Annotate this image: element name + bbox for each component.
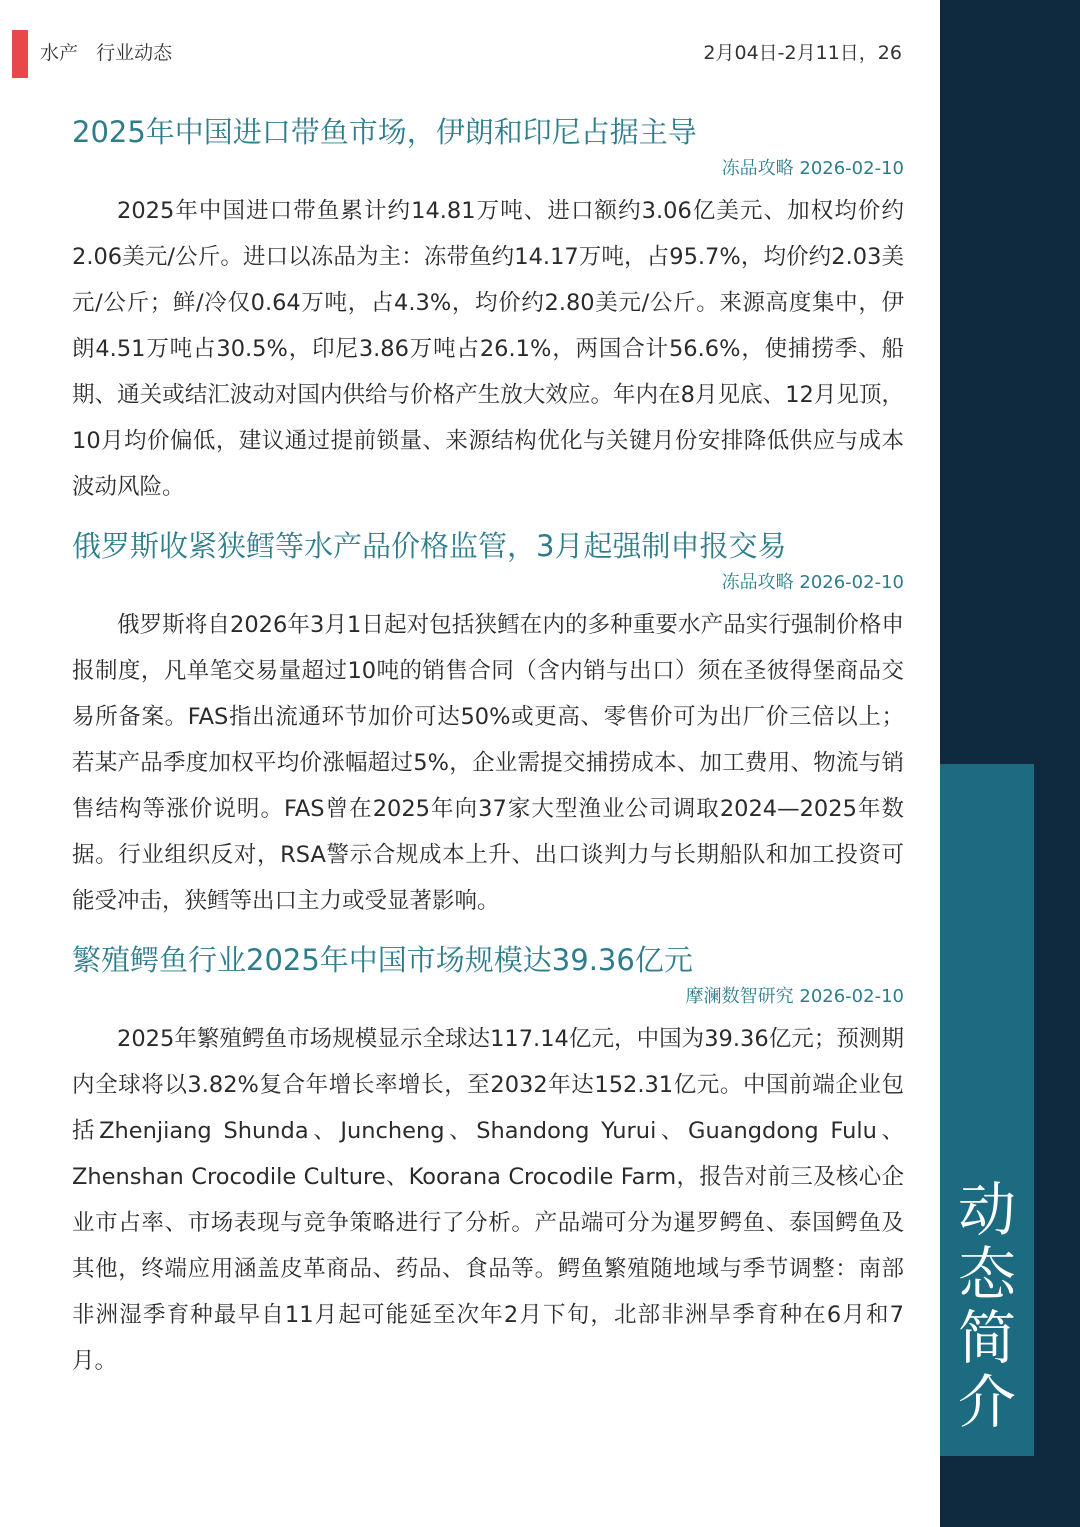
header-date-range: 2月04日-2月11日，26 bbox=[703, 42, 902, 64]
sidebar-vertical-title bbox=[940, 1178, 1034, 1434]
header-category-label: 水产 bbox=[40, 42, 79, 64]
article-list bbox=[72, 110, 904, 1398]
article-hairtail-imports bbox=[72, 110, 904, 510]
article-body: 2025年繁殖鳄鱼市场规模显示全球达117.14亿元，中国为39.36亿元；预测期内全球将以3.82%复合年增长率增长，至2032年达152.31亿元。中国前端企业包括Zhenjiang Shunda、Juncheng、Shandong Yurui、Guangdong Fulu、Zhenshan Crocodile Culture、Koorana Crocodile Farm，报告对前三及核心企业市占率、市场表现与竞争策略进行了分析。产品端可分为暹罗鳄鱼、泰国鳄鱼及其他，终端应用涵盖皮革商品、药品、食品等。鳄鱼繁殖随地域与季节调整：南部非洲湿季育种最早自11月起可能延至次年2月下旬，北部非洲旱季育种在6月和7月。 bbox=[72, 1026, 904, 1374]
article-source: 冻品攻略 2026-02-10 bbox=[721, 158, 904, 179]
header-section-label: 行业动态 bbox=[96, 42, 173, 64]
article-crocodile-market bbox=[72, 938, 904, 1384]
sidebar-title-char: 动 bbox=[957, 1176, 1016, 1244]
sidebar-title-char: 态 bbox=[957, 1240, 1016, 1308]
article-title: 俄罗斯收紧狭鳕等水产品价格监管，3月起强制申报交易 bbox=[72, 529, 787, 563]
article-title: 繁殖鳄鱼行业2025年中国市场规模达39.36亿元 bbox=[72, 943, 693, 977]
header-accent-bar bbox=[12, 30, 28, 78]
article-body: 2025年中国进口带鱼累计约14.81万吨、进口额约3.06亿美元、加权均价约2.06美元/公斤。进口以冻品为主：冻带鱼约14.17万吨，占95.7%，均价约2.03美元/公斤；鲜/冷仅0.64万吨，占4.3%，均价约2.80美元/公斤。来源高度集中，伊朗4.51万吨占30.5%，印尼3.86万吨占26.1%，两国合计56.6%，使捕捞季、船期、通关或结汇波动对国内供给与价格产生放大效应。年内在8月见底、12月见顶，10月均价偏低，建议通过提前锁量、来源结构优化与关键月份安排降低供应与成本波动风险。 bbox=[72, 198, 904, 500]
sidebar-title-char: 简 bbox=[957, 1304, 1016, 1372]
article-russia-pollock bbox=[72, 524, 904, 924]
article-body: 俄罗斯将自2026年3月1日起对包括狭鳕在内的多种重要水产品实行强制价格申报制度，凡单笔交易量超过10吨的销售合同（含内销与出口）须在圣彼得堡商品交易所备案。FAS指出流通环节加价可达50%或更高、零售价可为出厂价三倍以上；若某产品季度加权平均价涨幅超过5%，企业需提交捕捞成本、加工费用、物流与销售结构等涨价说明。FAS曾在2025年向37家大型渔业公司调取2024—2025年数据。行业组织反对，RSA警示合规成本上升、出口谈判力与长期船队和加工投资可能受冲击，狭鳕等出口主力或受显著影响。 bbox=[72, 612, 904, 914]
article-source: 摩澜数智研究 2026-02-10 bbox=[685, 986, 904, 1007]
header-category bbox=[40, 38, 172, 65]
article-title: 2025年中国进口带鱼市场，伊朗和印尼占据主导 bbox=[72, 115, 697, 149]
article-source: 冻品攻略 2026-02-10 bbox=[721, 572, 904, 593]
sidebar-title-char: 介 bbox=[957, 1368, 1016, 1436]
